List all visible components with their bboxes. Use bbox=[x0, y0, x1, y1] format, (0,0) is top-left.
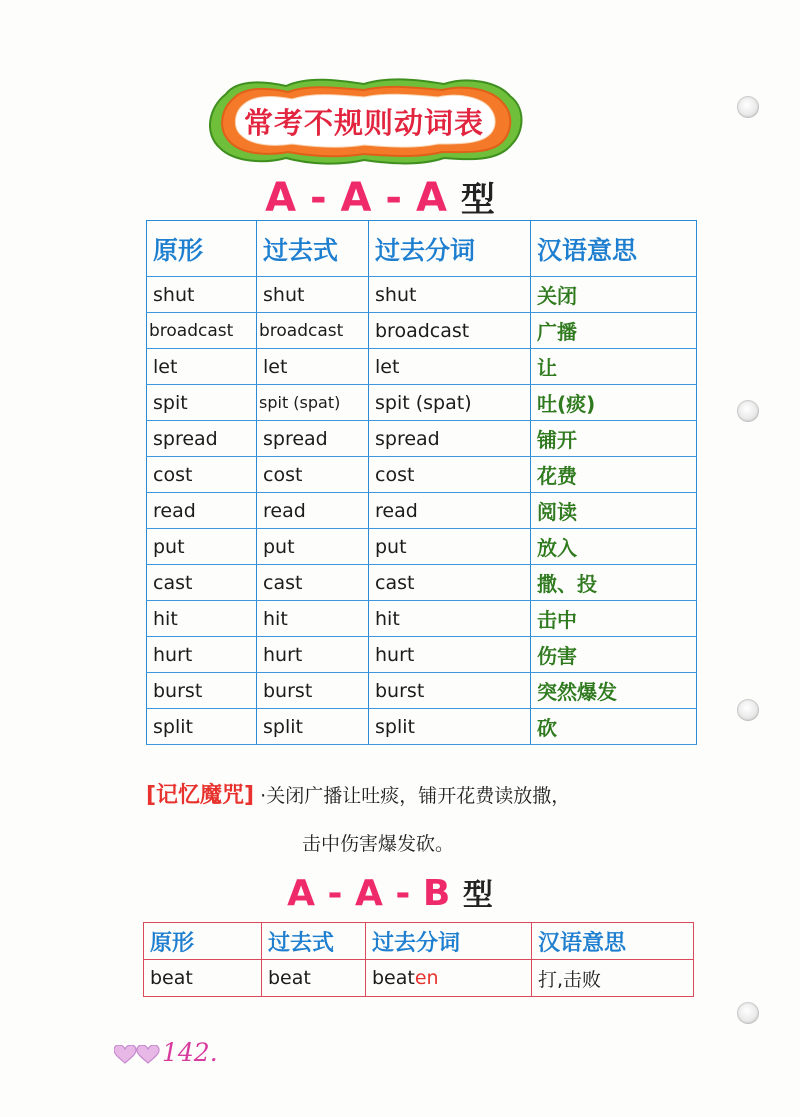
cell-participle: shut bbox=[369, 277, 531, 313]
cell-meaning: 砍 bbox=[531, 709, 697, 745]
binder-hole bbox=[737, 96, 759, 118]
cell-base: beat bbox=[144, 960, 262, 997]
cell-past: beat bbox=[262, 960, 366, 997]
cell-past: hurt bbox=[257, 637, 369, 673]
participle-stem: beat bbox=[372, 967, 415, 989]
mnemonic-text-2: 击中伤害爆发砍。 bbox=[302, 833, 455, 855]
header-past-tense: 过去式 bbox=[262, 923, 366, 960]
mnemonic-text-1: ·关闭广播让吐痰，铺开花费读放撒， bbox=[260, 785, 571, 807]
cell-base: hit bbox=[147, 601, 257, 637]
cell-meaning: 突然爆发 bbox=[531, 673, 697, 709]
table-header-row bbox=[144, 923, 694, 960]
cell-meaning: 撒、投 bbox=[531, 565, 697, 601]
cell-base: shut bbox=[147, 277, 257, 313]
cell-base: spread bbox=[147, 421, 257, 457]
page-number: 142. bbox=[162, 1038, 218, 1067]
cell-base: let bbox=[147, 349, 257, 385]
header-chinese-meaning: 汉语意思 bbox=[532, 923, 694, 960]
aaa-verb-table bbox=[146, 220, 697, 745]
participle-ending: en bbox=[414, 967, 439, 989]
cell-participle: cast bbox=[369, 565, 531, 601]
cell-participle: cost bbox=[369, 457, 531, 493]
cell-participle: let bbox=[369, 349, 531, 385]
mnemonic-line-1 bbox=[146, 778, 570, 809]
header-base-form: 原形 bbox=[147, 221, 257, 277]
table-row bbox=[147, 313, 697, 349]
cell-past: put bbox=[257, 529, 369, 565]
cell-past: let bbox=[257, 349, 369, 385]
cell-base: put bbox=[147, 529, 257, 565]
cell-participle: hurt bbox=[369, 637, 531, 673]
cell-base: hurt bbox=[147, 637, 257, 673]
header-past-tense: 过去式 bbox=[257, 221, 369, 277]
binder-hole bbox=[737, 699, 759, 721]
table-header-row bbox=[147, 221, 697, 277]
hearts-decoration bbox=[114, 1045, 160, 1069]
table-row bbox=[147, 421, 697, 457]
section2-pattern: A - A - B bbox=[287, 873, 451, 914]
cell-past: cost bbox=[257, 457, 369, 493]
table-row bbox=[147, 637, 697, 673]
cell-base: cost bbox=[147, 457, 257, 493]
cell-meaning: 放入 bbox=[531, 529, 697, 565]
cell-participle: hit bbox=[369, 601, 531, 637]
cell-past: spread bbox=[257, 421, 369, 457]
cell-base: broadcast bbox=[147, 313, 257, 349]
mnemonic-label: [记忆魔咒] bbox=[146, 783, 255, 808]
cell-meaning: 打,击败 bbox=[532, 960, 694, 997]
section2-heading bbox=[270, 870, 510, 914]
cell-meaning: 吐(痰) bbox=[531, 385, 697, 421]
table-row bbox=[147, 709, 697, 745]
section1-suffix: 型 bbox=[460, 180, 495, 220]
cell-base: burst bbox=[147, 673, 257, 709]
cell-meaning: 阅读 bbox=[531, 493, 697, 529]
cell-meaning: 铺开 bbox=[531, 421, 697, 457]
aab-verb-table bbox=[143, 922, 694, 997]
table-row bbox=[147, 529, 697, 565]
cell-past: burst bbox=[257, 673, 369, 709]
page-title: 常考不规则动词表 bbox=[243, 105, 484, 140]
table-row bbox=[147, 277, 697, 313]
table-row bbox=[147, 457, 697, 493]
cell-meaning: 让 bbox=[531, 349, 697, 385]
cell-past: broadcast bbox=[257, 313, 369, 349]
cell-participle: spread bbox=[369, 421, 531, 457]
binder-hole bbox=[737, 400, 759, 422]
cell-meaning: 伤害 bbox=[531, 637, 697, 673]
cell-base: cast bbox=[147, 565, 257, 601]
table-row bbox=[147, 673, 697, 709]
table-row bbox=[147, 565, 697, 601]
cell-meaning: 关闭 bbox=[531, 277, 697, 313]
cell-past: shut bbox=[257, 277, 369, 313]
section1-pattern: A - A - A bbox=[265, 175, 447, 221]
cell-base: spit bbox=[147, 385, 257, 421]
cell-meaning: 广播 bbox=[531, 313, 697, 349]
cell-past: hit bbox=[257, 601, 369, 637]
header-past-participle: 过去分词 bbox=[366, 923, 532, 960]
cell-participle: put bbox=[369, 529, 531, 565]
section2-suffix: 型 bbox=[462, 878, 493, 913]
cell-meaning: 花费 bbox=[531, 457, 697, 493]
header-base-form: 原形 bbox=[144, 923, 262, 960]
cell-participle: broadcast bbox=[369, 313, 531, 349]
cell-participle: split bbox=[369, 709, 531, 745]
cell-participle: read bbox=[369, 493, 531, 529]
cell-base: read bbox=[147, 493, 257, 529]
cell-participle: spit (spat) bbox=[369, 385, 531, 421]
section1-heading bbox=[250, 172, 510, 221]
table-row bbox=[147, 493, 697, 529]
cell-past: split bbox=[257, 709, 369, 745]
table-row bbox=[144, 960, 694, 997]
binder-hole bbox=[737, 1002, 759, 1024]
cell-past: cast bbox=[257, 565, 369, 601]
header-chinese-meaning: 汉语意思 bbox=[531, 221, 697, 277]
cell-past: read bbox=[257, 493, 369, 529]
title-badge bbox=[198, 72, 530, 170]
table-row bbox=[147, 385, 697, 421]
cell-participle bbox=[366, 960, 532, 997]
table-row bbox=[147, 349, 697, 385]
cell-base: split bbox=[147, 709, 257, 745]
cell-participle: burst bbox=[369, 673, 531, 709]
cell-past: spit (spat) bbox=[257, 385, 369, 421]
cell-meaning: 击中 bbox=[531, 601, 697, 637]
heart-icon bbox=[114, 1045, 136, 1063]
table-row bbox=[147, 601, 697, 637]
header-past-participle: 过去分词 bbox=[369, 221, 531, 277]
heart-icon bbox=[137, 1045, 159, 1063]
